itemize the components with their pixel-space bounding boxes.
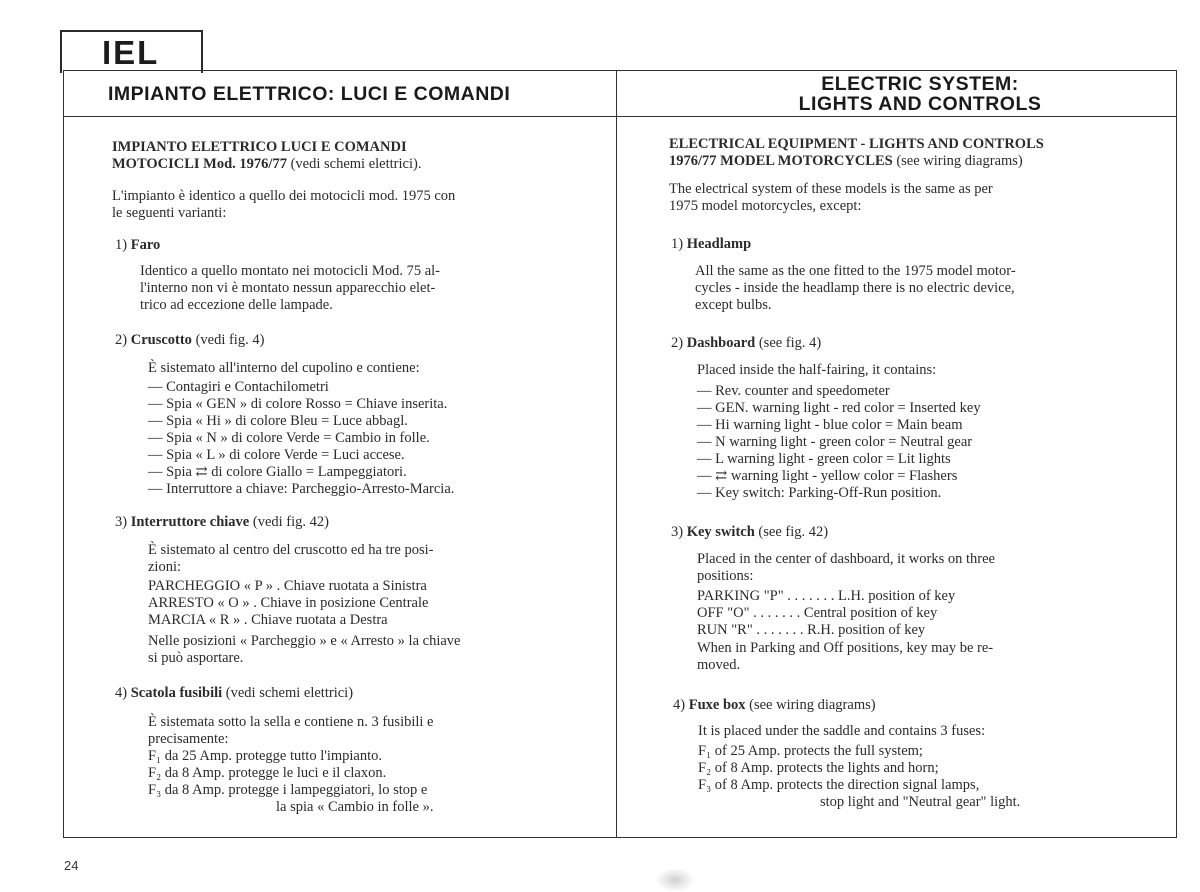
it-section4-fuse-cont: la spia « Cambio in folle ». <box>276 799 434 815</box>
it-section3-heading <box>115 514 329 531</box>
it-section4-ref: (vedi schemi elettrici) <box>225 685 354 701</box>
list-item: F₂ da 8 Amp. protegge le luci e il claxon. <box>148 765 387 781</box>
scan-smudge <box>655 868 695 892</box>
en-section2-number: 2) <box>671 335 684 351</box>
list-item: — L warning light - green color = Lit lights <box>697 451 951 467</box>
en-section3-note2: moved. <box>697 657 741 673</box>
it-section2-title: Cruscotto <box>130 332 192 348</box>
list-item: OFF "O" . . . . . . . Central position of key <box>697 605 938 621</box>
it-section1-title: Faro <box>130 237 161 253</box>
it-section1-line1: Identico a quello montato nei motocicli Mod. 75 al- <box>140 263 440 279</box>
it-section3-title: Interruttore chiave <box>130 514 250 530</box>
it-title-line2 <box>112 156 421 173</box>
en-section3-number: 3) <box>671 524 684 540</box>
list-item: — Rev. counter and speedometer <box>697 383 890 399</box>
list-item: — Interruttore a chiave: Parcheggio-Arresto-Marcia. <box>148 481 455 497</box>
it-title-ref: (vedi schemi elettrici). <box>290 156 422 172</box>
en-section2-intro: Placed inside the half-fairing, it contains: <box>697 362 937 378</box>
it-section1-heading <box>115 237 160 254</box>
it-title-line1: IMPIANTO ELETTRICO LUCI E COMANDI <box>112 139 407 155</box>
list-item: ARRESTO « O » . Chiave in posizione Centrale <box>148 595 429 611</box>
it-section2-number: 2) <box>115 332 128 348</box>
en-section1-heading <box>671 236 751 253</box>
it-section3-note1: Nelle posizioni « Parcheggio » e « Arresto » la chiave <box>148 633 461 649</box>
it-intro-line1: L'impianto è identico a quello dei motocicli mod. 1975 con <box>112 188 456 204</box>
list-item: — Spia « Hi » di colore Bleu = Luce abbagl. <box>148 413 408 429</box>
list-item: F₁ da 25 Amp. protegge tutto l'impianto. <box>148 748 383 764</box>
en-title-line1: ELECTRICAL EQUIPMENT - LIGHTS AND CONTROLS <box>669 136 1044 152</box>
list-item: — Spia ⇄ di colore Giallo = Lampeggiatori. <box>148 464 407 480</box>
en-intro-line1: The electrical system of these models is the same as per <box>669 181 993 197</box>
list-item: F₃ of 8 Amp. protects the direction signal lamps, <box>698 777 980 793</box>
en-section4-ref: (see wiring diagrams) <box>749 697 876 713</box>
en-section3-title: Key switch <box>686 524 755 540</box>
en-section2-title: Dashboard <box>686 335 756 351</box>
it-section4-title: Scatola fusibili <box>130 685 223 701</box>
it-intro-line2: le seguenti varianti: <box>112 205 227 221</box>
it-section2-ref: (vedi fig. 4) <box>195 332 265 348</box>
it-section1-line2: l'interno non vi è montato nessun apparecchio elet- <box>140 280 436 296</box>
en-section1-line1: All the same as the one fitted to the 1975 model motor- <box>695 263 1016 279</box>
en-section3-heading <box>671 524 828 541</box>
section-tag <box>60 30 203 73</box>
en-title-model: 1976/77 MODEL MOTORCYCLES <box>669 153 893 169</box>
list-item: — ⇄ warning light - yellow color = Flashers <box>697 468 958 484</box>
en-intro-line2: 1975 model motorcycles, except: <box>669 198 862 214</box>
it-title-model: MOTOCICLI Mod. 1976/77 <box>112 156 287 172</box>
list-item: PARCHEGGIO « P » . Chiave ruotata a Sinistra <box>148 578 427 594</box>
list-item: F₃ da 8 Amp. protegge i lampeggiatori, lo stop e <box>148 782 428 798</box>
column-divider <box>616 70 617 838</box>
it-section4-line1: È sistemata sotto la sella e contiene n. 3 fusibili e <box>148 714 434 730</box>
en-section3-line1: Placed in the center of dashboard, it works on three <box>697 551 995 567</box>
list-item: PARKING "P" . . . . . . . L.H. position of key <box>697 588 956 604</box>
it-section2-heading <box>115 332 264 349</box>
it-section4-heading <box>115 685 353 702</box>
header-english-line2: LIGHTS AND CONTROLS <box>798 93 1042 115</box>
list-item: F₂ of 8 Amp. protects the lights and horn; <box>698 760 939 776</box>
list-item: — Spia « GEN » di colore Rosso = Chiave inserita. <box>148 396 448 412</box>
list-item: MARCIA « R » . Chiave ruotata a Destra <box>148 612 388 628</box>
it-section3-number: 3) <box>115 514 128 530</box>
list-item: — N warning light - green color = Neutral gear <box>697 434 973 450</box>
it-section3-note2: si può asportare. <box>148 650 244 666</box>
en-section3-ref: (see fig. 42) <box>758 524 829 540</box>
en-section2-heading <box>671 335 821 352</box>
en-section3-line2: positions: <box>697 568 754 584</box>
it-section4-number: 4) <box>115 685 128 701</box>
en-section1-title: Headlamp <box>686 236 752 252</box>
en-section4-heading <box>673 697 876 714</box>
it-section2-intro: È sistemato all'interno del cupolino e contiene: <box>148 360 420 376</box>
section-tag-label: IEL <box>102 34 160 71</box>
header-italian: IMPIANTO ELETTRICO: LUCI E COMANDI <box>108 83 511 105</box>
en-section1-line2: cycles - inside the headlamp there is no electric device, <box>695 280 1015 296</box>
it-section3-line2: zioni: <box>148 559 182 575</box>
header-english-line1: ELECTRIC SYSTEM: <box>821 73 1019 95</box>
it-section3-line1: È sistemato al centro del cruscotto ed ha tre posi- <box>148 542 434 558</box>
list-item: F₁ of 25 Amp. protects the full system; <box>698 743 923 759</box>
list-item: RUN "R" . . . . . . . R.H. position of key <box>697 622 926 638</box>
list-item: — GEN. warning light - red color = Inserted key <box>697 400 981 416</box>
en-section4-title: Fuxe box <box>688 697 746 713</box>
en-title-line2 <box>669 153 1023 170</box>
it-section4-line2: precisamente: <box>148 731 229 747</box>
en-section1-line3: except bulbs. <box>695 297 772 313</box>
it-section1-line3: trico ad eccezione delle lampade. <box>140 297 333 313</box>
en-section4-fuse-cont: stop light and "Neutral gear" light. <box>820 794 1021 810</box>
list-item: — Spia « N » di colore Verde = Cambio in folle. <box>148 430 430 446</box>
list-item: — Key switch: Parking-Off-Run position. <box>697 485 942 501</box>
list-item: — Contagiri e Contachilometri <box>148 379 329 395</box>
header-divider <box>63 116 1177 117</box>
en-section4-line1: It is placed under the saddle and contains 3 fuses: <box>698 723 986 739</box>
en-section1-number: 1) <box>671 236 684 252</box>
page-number: 24 <box>64 858 79 873</box>
en-section2-ref: (see fig. 4) <box>758 335 822 351</box>
en-title-ref: (see wiring diagrams) <box>896 153 1023 169</box>
en-section3-note1: When in Parking and Off positions, key may be re- <box>697 640 994 656</box>
en-section4-number: 4) <box>673 697 686 713</box>
header-english <box>620 74 1200 114</box>
list-item: — Spia « L » di colore Verde = Luci accese. <box>148 447 405 463</box>
list-item: — Hi warning light - blue color = Main beam <box>697 417 963 433</box>
it-section1-number: 1) <box>115 237 128 253</box>
it-section3-ref: (vedi fig. 42) <box>252 514 329 530</box>
